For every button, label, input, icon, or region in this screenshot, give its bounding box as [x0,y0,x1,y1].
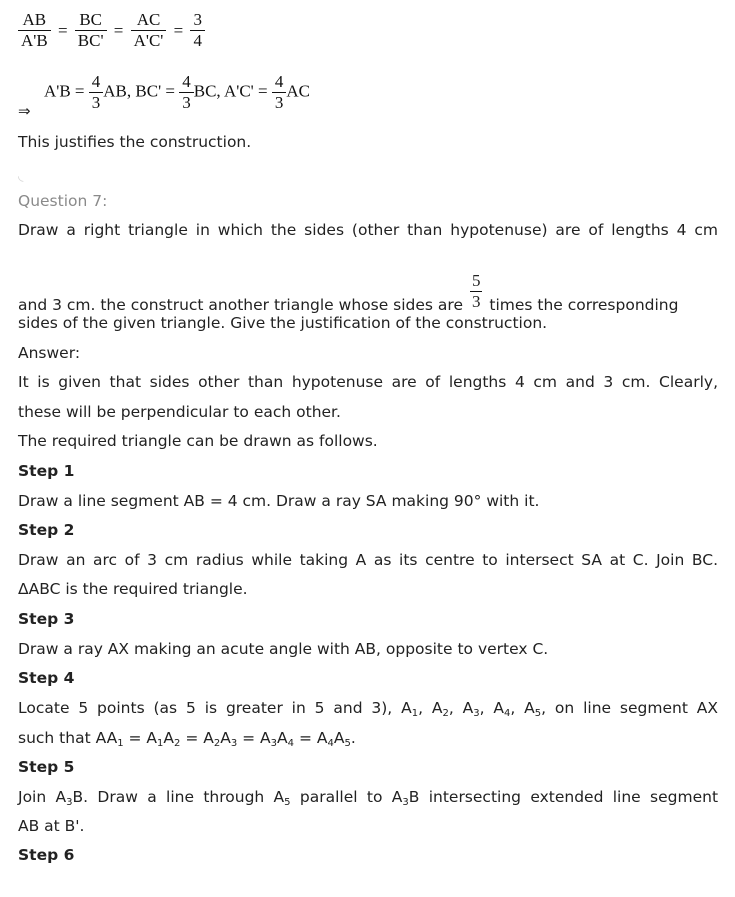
step-1-heading: Step 1 [18,462,75,480]
length-equation: A'B = $\frac{4}{3}$ AB, BC' = $\frac{4}{3}$ BC, A'C' = $\frac{4}{3}$ AC [44,72,310,112]
fraction-four-thirds: $\frac{4}{3}$ [179,72,194,113]
step-4-line-2: such that $AA_1 = A_1A_2 = A_2A_3 = A_3A_4 = A_4A_5$. [18,729,356,749]
faint-mark-icon: ◟ [18,168,24,184]
fraction-ac-over-a-prime-c-prime: $\frac{AC}{A'C'}$ [131,10,167,51]
answer-line-2: these will be perpendicular to each other. [18,403,341,421]
step-2-line-2: ΔABC is the required triangle. [18,580,248,598]
step-2-heading: Step 2 [18,521,75,539]
fraction-four-thirds: $\frac{4}{3}$ [272,72,287,113]
answer-label: Answer: [18,344,81,362]
implies-arrow-icon: ⇒ [18,102,31,120]
answer-line-3: The required triangle can be drawn as follows. [18,432,378,450]
answer-line-1: It is given that sides other than hypotenuse are of lengths 4 cm and 3 cm. Clearly, [18,373,718,391]
question-line-2: and 3 cm. the construct another triangle whose sides are $\frac{5}{3}$ times the corresponding [18,271,679,314]
fraction-ab-over-a-prime-b: $\frac{AB}{A'B}$ [18,10,51,51]
fraction-four-thirds: $\frac{4}{3}$ [89,72,104,113]
step-6-heading: Step 6 [18,846,75,864]
step-2-line-1: Draw an arc of 3 cm radius while taking A as its centre to intersect SA at C. Join BC. [18,551,718,569]
step-5-line-1: Join $A_3B$. Draw a line through $A_5$ parallel to $A_3B$ intersecting extended line segment [18,788,719,808]
fraction-bc-over-bc-prime: $\frac{BC}{BC'}$ [75,10,107,51]
step-3-text: Draw a ray AX making an acute angle with AB, opposite to vertex C. [18,640,549,658]
ratio-equation: $\frac{AB}{A'B}$ = $\frac{BC}{BC'}$ = $\frac{AC}{A'C'}$ = $\frac{3}{4}$ [18,10,205,51]
step-4-heading: Step 4 [18,669,75,687]
justification-text: This justifies the construction. [18,133,252,151]
fraction-three-quarters: $\frac{3}{4}$ [190,10,205,51]
question-line-1: Draw a right triangle in which the sides (other than hypotenuse) are of lengths 4 cm [18,221,718,239]
fraction-five-thirds: $\frac{5}{3}$ [471,271,481,311]
step-4-line-1: Locate 5 points (as 5 is greater in 5 and 3), $A_1$, $A_2$, $A_3$, $A_4$, $A_5$, on line segment AX [18,699,718,719]
step-5-heading: Step 5 [18,758,75,776]
question-label: Question 7: [18,192,108,210]
question-line-3: sides of the given triangle. Give the justification of the construction. [18,314,548,332]
step-3-heading: Step 3 [18,610,75,628]
step-1-text: Draw a line segment AB = 4 cm. Draw a ray SA making 90° with it. [18,492,540,510]
step-5-line-2: AB at B'. [18,817,85,835]
